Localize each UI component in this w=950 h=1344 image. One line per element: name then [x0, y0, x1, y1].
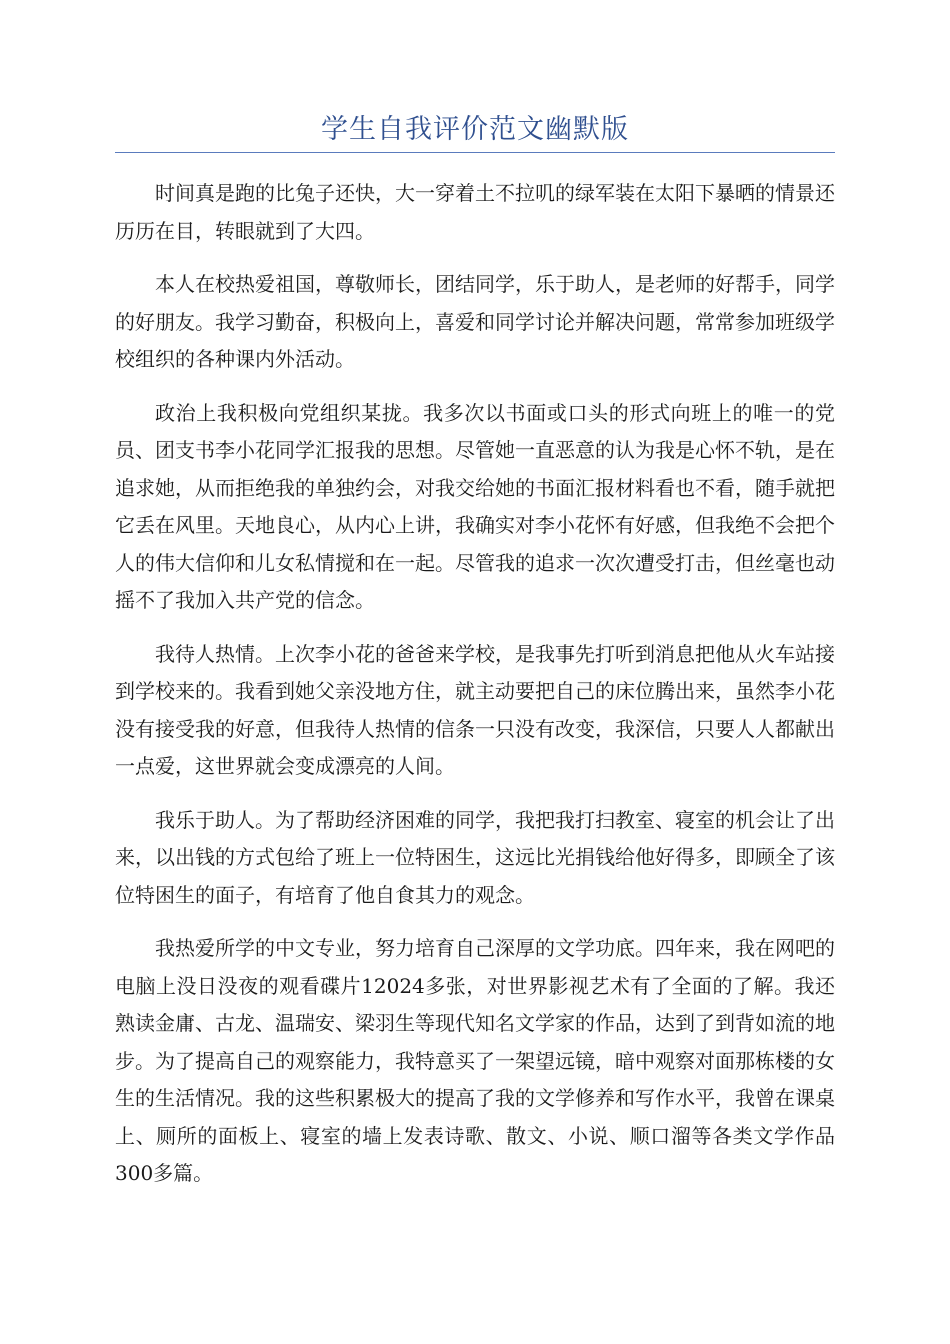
- paragraph-politics: 政治上我积极向党组织某拢。我多次以书面或口头的形式向班上的唯一的党员、团支书李小花同学汇报我的思想。尽管她一直恶意的认为我是心怀不轨，是在追求她，从而拒绝我的单独约会，对我交给她的书面汇报材料看也不看，随手就把它丢在风里。天地良心，从内心上讲，我确实对李小花怀有好感，但我绝不会把个人的伟大信仰和儿女私情搅和在一起。尽管我的追求一次次遭受打击，但丝毫也动摇不了我加入共产党的信念。: [115, 400, 835, 612]
- title-underline: [115, 152, 835, 153]
- paragraph-intro: 时间真是跑的比兔子还快，大一穿着土不拉叽的绿军装在太阳下暴晒的情景还历历在目，转眼就到了大四。: [115, 181, 835, 243]
- paragraph-hospitality: 我待人热情。上次李小花的爸爸来学校，是我事先打听到消息把他从火车站接到学校来的。我看到她父亲没地方住，就主动要把自己的床位腾出来，虽然李小花没有接受我的好意，但我待人热情的信条一只没有改变，我深信，只要人人都献出一点爱，这世界就会变成漂亮的人间。: [115, 641, 835, 778]
- document-page: [115, 110, 835, 1209]
- paragraph-literature: 我热爱所学的中文专业，努力培育自己深厚的文学功底。四年来，我在网吧的电脑上没日没夜的观看碟片12024多张，对世界影视艺术有了全面的了解。我还熟读金庸、古龙、温瑞安、梁羽生等现代知名文学家的作品，达到了到背如流的地步。为了提高自己的观察能力，我特意买了一架望远镜，暗中观察对面那栋楼的女生的生活情况。我的这些积累极大的提高了我的文学修养和写作水平，我曾在课桌上、厕所的面板上、寝室的墙上发表诗歌、散文、小说、顺口溜等各类文学作品300多篇。: [115, 936, 835, 1185]
- paragraph-school-conduct: 本人在校热爱祖国，尊敬师长，团结同学，乐于助人，是老师的好帮手，同学的好朋友。我学习勤奋，积极向上，喜爱和同学讨论并解决问题，常常参加班级学校组织的各种课内外活动。: [115, 272, 835, 371]
- document-title: 学生自我评价范文幽默版: [321, 114, 629, 145]
- paragraph-helping: 我乐于助人。为了帮助经济困难的同学，我把我打扫教室、寝室的机会让了出来，以出钱的方式包给了班上一位特困生，这远比光捐钱给他好得多，即顾全了该位特困生的面子，有培育了他自食其力的观念。: [115, 807, 835, 907]
